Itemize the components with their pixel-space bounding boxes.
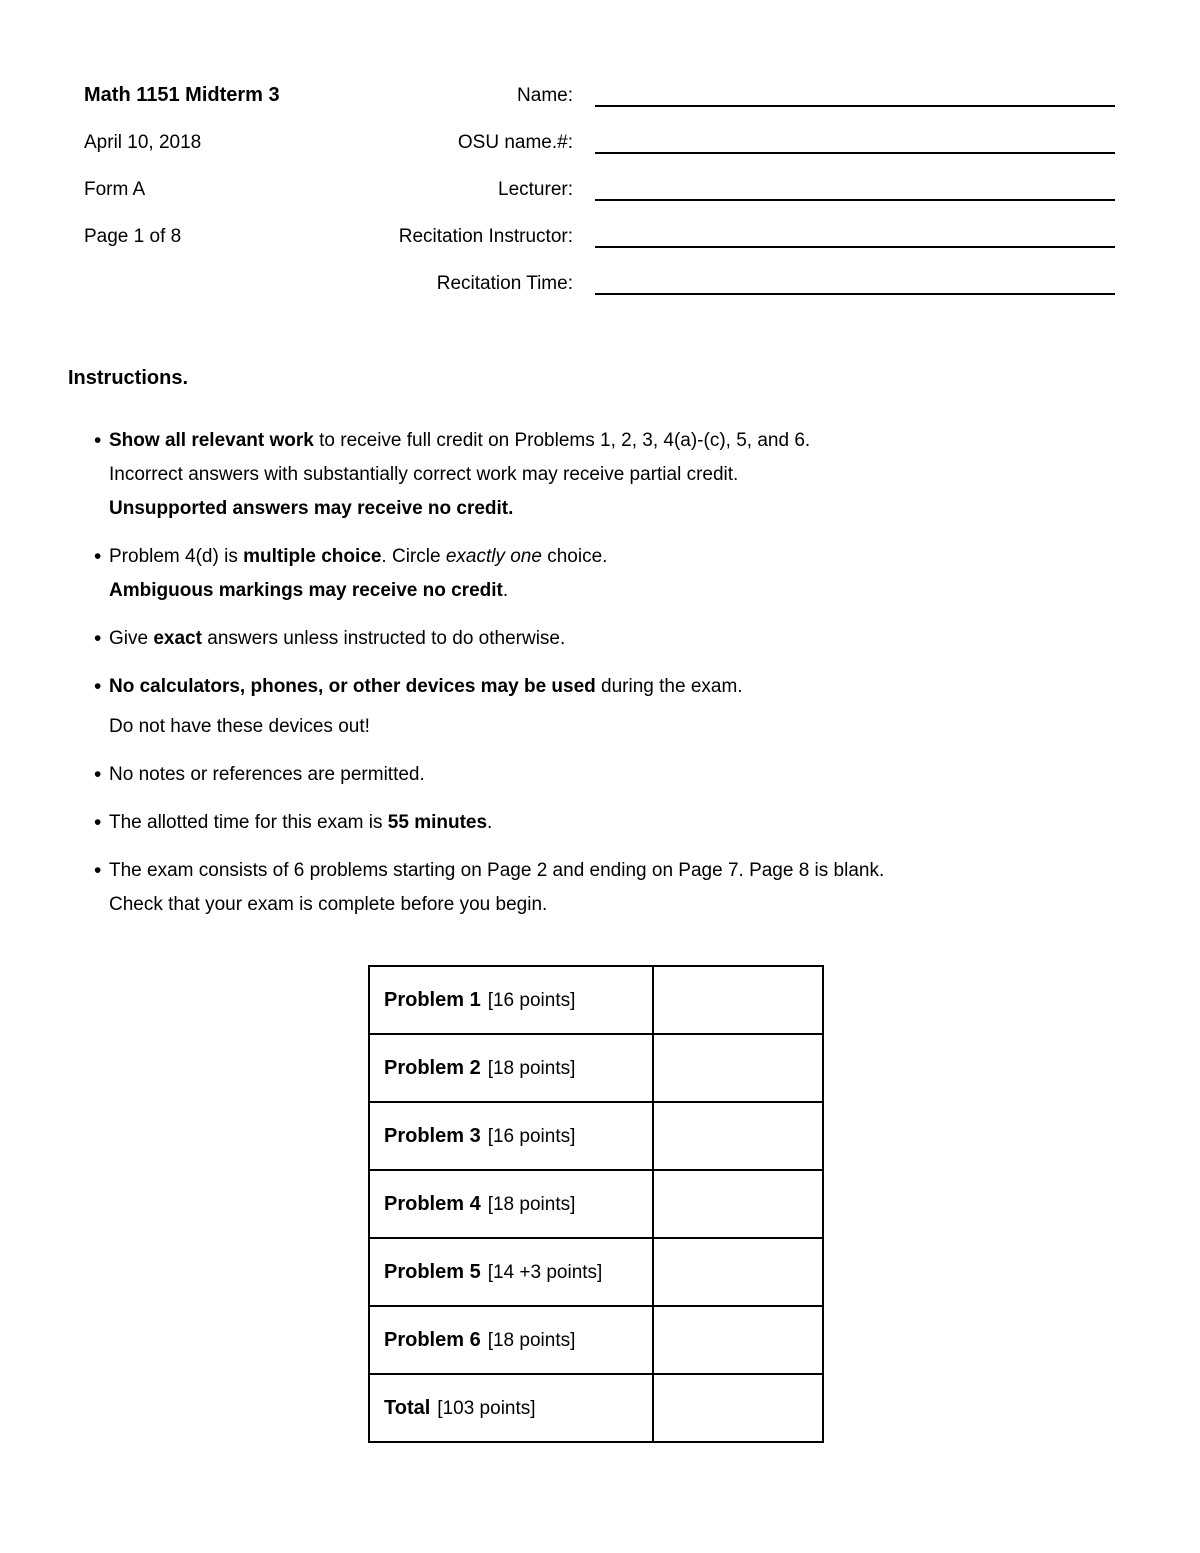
instruction-text: .: [487, 812, 493, 833]
field-label: Recitation Instructor:: [398, 225, 573, 247]
instruction-text: No calculators, phones, or other devices may be used: [109, 676, 596, 697]
exam-header: [84, 72, 1115, 307]
problem-label-cell: [369, 1170, 653, 1238]
instruction-text: The allotted time for this exam is: [109, 812, 388, 833]
instruction-text: to receive full credit on Problems 1, 2, 3, 4(a)-(c), 5, and 6.: [313, 430, 811, 451]
problem-name: Problem 5: [384, 1260, 481, 1283]
header-row: [84, 260, 1115, 307]
fill-in-line: [595, 72, 1115, 107]
problem-name: Total: [384, 1396, 431, 1419]
instruction-bullet: [109, 670, 1150, 744]
instruction-text: answers unless instructed to do otherwise.: [201, 628, 566, 649]
instruction-line: [109, 540, 1150, 574]
problem-points: [103 points]: [437, 1397, 536, 1419]
instruction-text: Incorrect answers with substantially correct work may receive partial credit.: [109, 464, 739, 485]
problem-points: [18 points]: [487, 1193, 576, 1215]
instruction-line: [109, 758, 1150, 792]
fill-in-line: [595, 166, 1115, 201]
title-block-date: April 10, 2018: [84, 131, 202, 153]
instruction-text: No notes or references are permitted.: [109, 764, 425, 785]
instruction-text: multiple choice: [243, 546, 382, 567]
instruction-line: [109, 710, 1150, 744]
score-table-row: [369, 1170, 823, 1238]
title-block-form: Form A: [84, 178, 146, 200]
instruction-text: 55 minutes: [387, 812, 488, 833]
problem-label-cell: [369, 966, 653, 1034]
title-block-title: Math 1151 Midterm 3: [84, 84, 280, 106]
score-table-row: [369, 1374, 823, 1442]
instruction-line: [109, 458, 1150, 492]
score-table-row: [369, 1238, 823, 1306]
instruction-line: [109, 670, 1150, 704]
score-entry-cell: [653, 1374, 823, 1442]
score-entry-cell: [653, 1238, 823, 1306]
instruction-line: [109, 424, 1150, 458]
instructions-section: [68, 367, 1150, 922]
score-entry-cell: [653, 966, 823, 1034]
header-rows: [84, 72, 1115, 307]
problem-name: Problem 3: [384, 1124, 481, 1147]
instruction-bullet: [109, 854, 1150, 922]
instruction-text: . Circle: [381, 546, 446, 567]
instruction-text: Give: [109, 628, 154, 649]
problem-label-cell: [369, 1238, 653, 1306]
header-row: [84, 213, 1115, 260]
title-block-page: Page 1 of 8: [84, 225, 182, 247]
field-label: Recitation Time:: [436, 272, 573, 294]
instruction-line: [109, 806, 1150, 840]
instruction-text: exactly one: [445, 546, 542, 567]
problem-label-cell: [369, 1374, 653, 1442]
instruction-text: during the exam.: [595, 676, 743, 697]
problem-points: [16 points]: [487, 989, 576, 1011]
instruction-text: exact: [153, 628, 202, 649]
fill-in-line: [595, 213, 1115, 248]
instruction-bullet: [109, 622, 1150, 656]
instruction-bullet: [109, 758, 1150, 792]
instruction-bullet: [109, 424, 1150, 526]
score-table-row: [369, 1034, 823, 1102]
problem-label-cell: [369, 1034, 653, 1102]
score-entry-cell: [653, 1306, 823, 1374]
instruction-text: Show all relevant work: [109, 430, 314, 451]
instruction-text: The exam consists of 6 problems starting on Page 2 and ending on Page 7. Page 8 is blank.: [109, 860, 885, 881]
field-label: OSU name.#:: [457, 131, 573, 153]
instruction-text: choice.: [541, 546, 608, 567]
instruction-text: Do not have these devices out!: [109, 716, 370, 737]
problem-label-cell: [369, 1102, 653, 1170]
problem-label-cell: [369, 1306, 653, 1374]
score-table-body: [369, 966, 823, 1442]
instruction-bullet: [109, 806, 1150, 840]
score-table-row: [369, 966, 823, 1034]
field-label: Name:: [517, 84, 573, 106]
score-entry-cell: [653, 1034, 823, 1102]
instruction-line: [109, 854, 1150, 888]
score-entry-cell: [653, 1170, 823, 1238]
field-label: Lecturer:: [498, 178, 573, 200]
instruction-text: Unsupported answers may receive no credit.: [109, 498, 514, 519]
instructions-heading: Instructions.: [68, 367, 189, 389]
problem-points: [16 points]: [487, 1125, 576, 1147]
fill-in-line: [595, 260, 1115, 295]
score-table: [368, 965, 824, 1443]
problem-points: [18 points]: [487, 1057, 576, 1079]
instruction-list: [68, 424, 1150, 922]
score-entry-cell: [653, 1102, 823, 1170]
instruction-bullet: [109, 540, 1150, 608]
instruction-line: [109, 888, 1150, 922]
problem-points: [18 points]: [487, 1329, 576, 1351]
instruction-line: [109, 492, 1150, 526]
header-row: [84, 72, 1115, 119]
instruction-text: .: [502, 580, 509, 601]
header-row: [84, 119, 1115, 166]
instruction-text: Ambiguous markings may receive no credit: [109, 580, 503, 601]
instruction-line: [109, 574, 1150, 608]
problem-name: Problem 1: [384, 988, 481, 1011]
instruction-text: Problem 4(d) is: [109, 546, 244, 567]
problem-name: Problem 4: [384, 1192, 481, 1215]
instruction-text: Check that your exam is complete before you begin.: [109, 894, 548, 915]
score-table-row: [369, 1102, 823, 1170]
score-table-row: [369, 1306, 823, 1374]
header-row: [84, 166, 1115, 213]
problem-name: Problem 6: [384, 1328, 481, 1351]
problem-points: [14 +3 points]: [487, 1261, 603, 1283]
fill-in-line: [595, 119, 1115, 154]
problem-name: Problem 2: [384, 1056, 481, 1079]
instruction-line: [109, 622, 1150, 656]
